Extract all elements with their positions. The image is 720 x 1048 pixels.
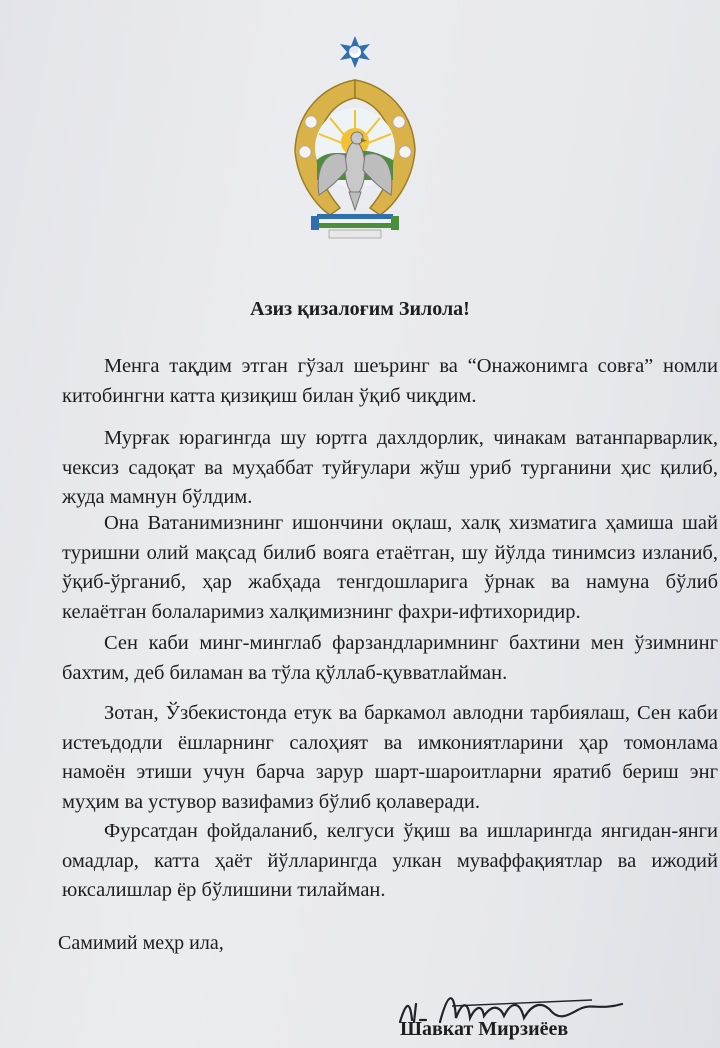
closing-line: Самимий меҳр ила, — [58, 932, 224, 954]
letter-paragraph-3: Она Ватанимизнинг ишончини оқлаш, халқ хизматига ҳамиша шай туришни олий мақсад билиб вояга етаётган, шу йўлда тинимсиз изланиб, ўқиб-ўрганиб, ҳар жабҳада тенгдошларига ўрнак ва намуна бўлиб келаётган болаларимиз халқимизнинг фахри-ифтихоридир. — [62, 512, 718, 623]
letter-paragraph-2: Мурғак юрагингда шу юртга дахлдорлик, чинакам ватанпарварлик, чексиз садоқат ва муҳаббат туйғулари жўш уриб турганини ҳис қилиб, жуда мамнун бўлдим. — [62, 427, 718, 508]
state-emblem-icon — [285, 30, 425, 250]
star-icon — [340, 36, 370, 68]
signer-name: Шавкат Мирзиёев — [400, 1018, 569, 1040]
ribbon-icon — [311, 214, 399, 238]
salutation: Азиз қизалоғим Зилола! — [250, 298, 470, 320]
letter-paragraph-6: Фурсатдан фойдаланиб, келгуси ўқиш ва ишларингда янгидан-янги омадлар, катта ҳаёт йўлларингда улкан муваффақиятлар ва ижодий юксалишлар ёр бўлишини тилайман. — [62, 820, 718, 901]
letter-paragraph-5: Зотан, Ўзбекистонда етук ва баркамол авлодни тарбиялаш, Сен каби истеъдодли ёшларнинг салоҳият ва имкониятларини ҳар томонлама намоён этиши учун барча зарур шарт-шароитларни яратиб бериш энг муҳим ва устувор вазифамиз бўлиб қолаверади. — [62, 702, 718, 813]
letter-paragraph-1: Менга тақдим этган гўзал шеъринг ва “Онажонимга совға” номли китобингни катта қизиқиш билан ўқиб чиқдим. — [62, 355, 718, 407]
letter-paragraph-4: Сен каби минг-минглаб фарзандларимнинг бахтини мен ўзимнинг бахтим, деб биламан ва тўла қўллаб-қувватлайман. — [62, 632, 718, 684]
